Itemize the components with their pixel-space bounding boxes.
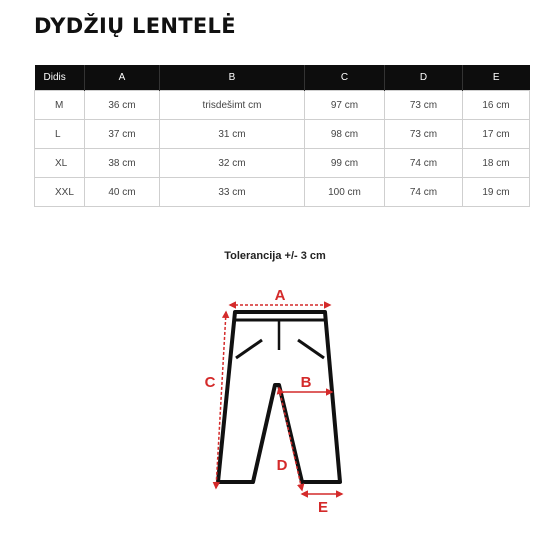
table-row bbox=[35, 120, 530, 149]
right-pocket bbox=[298, 340, 324, 358]
table-header-row bbox=[35, 65, 530, 91]
table-cell: 100 cm bbox=[305, 178, 385, 207]
table-row bbox=[35, 149, 530, 178]
table-cell: M bbox=[35, 91, 85, 120]
table-cell: 36 cm bbox=[85, 91, 160, 120]
header-b: B bbox=[160, 65, 305, 91]
label-d: D bbox=[276, 457, 288, 474]
table-cell: 73 cm bbox=[385, 120, 463, 149]
header-size: Didis bbox=[35, 65, 85, 91]
table-cell: 32 cm bbox=[160, 149, 305, 178]
table-cell: 33 cm bbox=[160, 178, 305, 207]
table-cell: 37 cm bbox=[85, 120, 160, 149]
table-row bbox=[35, 178, 530, 207]
table-cell: trisdešimt cm bbox=[160, 91, 305, 120]
table-cell: XL bbox=[35, 149, 85, 178]
header-a: A bbox=[85, 65, 160, 91]
table-cell: 19 cm bbox=[463, 178, 530, 207]
table-cell: 73 cm bbox=[385, 91, 463, 120]
pants-measurement-diagram bbox=[190, 280, 360, 520]
table-cell: 31 cm bbox=[160, 120, 305, 149]
table-row bbox=[35, 91, 530, 120]
table-cell: 17 cm bbox=[463, 120, 530, 149]
left-pocket bbox=[236, 340, 262, 358]
table-cell: L bbox=[35, 120, 85, 149]
table-cell: 99 cm bbox=[305, 149, 385, 178]
table-cell: 74 cm bbox=[385, 178, 463, 207]
label-a: A bbox=[274, 287, 286, 304]
table-cell: 16 cm bbox=[463, 91, 530, 120]
table-cell: 98 cm bbox=[305, 120, 385, 149]
table-cell: 38 cm bbox=[85, 149, 160, 178]
header-c: C bbox=[305, 65, 385, 91]
table-cell: 40 cm bbox=[85, 178, 160, 207]
header-d: D bbox=[385, 65, 463, 91]
tolerance-note: Tolerancija +/- 3 cm bbox=[224, 250, 326, 262]
label-c: C bbox=[204, 374, 216, 391]
header-e: E bbox=[463, 65, 530, 91]
table-cell: 74 cm bbox=[385, 149, 463, 178]
table-cell: 18 cm bbox=[463, 149, 530, 178]
size-table bbox=[34, 65, 530, 207]
table-cell: XXL bbox=[35, 178, 85, 207]
label-b: B bbox=[300, 374, 312, 391]
label-e: E bbox=[317, 499, 329, 516]
page-title: DYDŽIŲ LENTELĖ bbox=[34, 14, 236, 38]
table-cell: 97 cm bbox=[305, 91, 385, 120]
